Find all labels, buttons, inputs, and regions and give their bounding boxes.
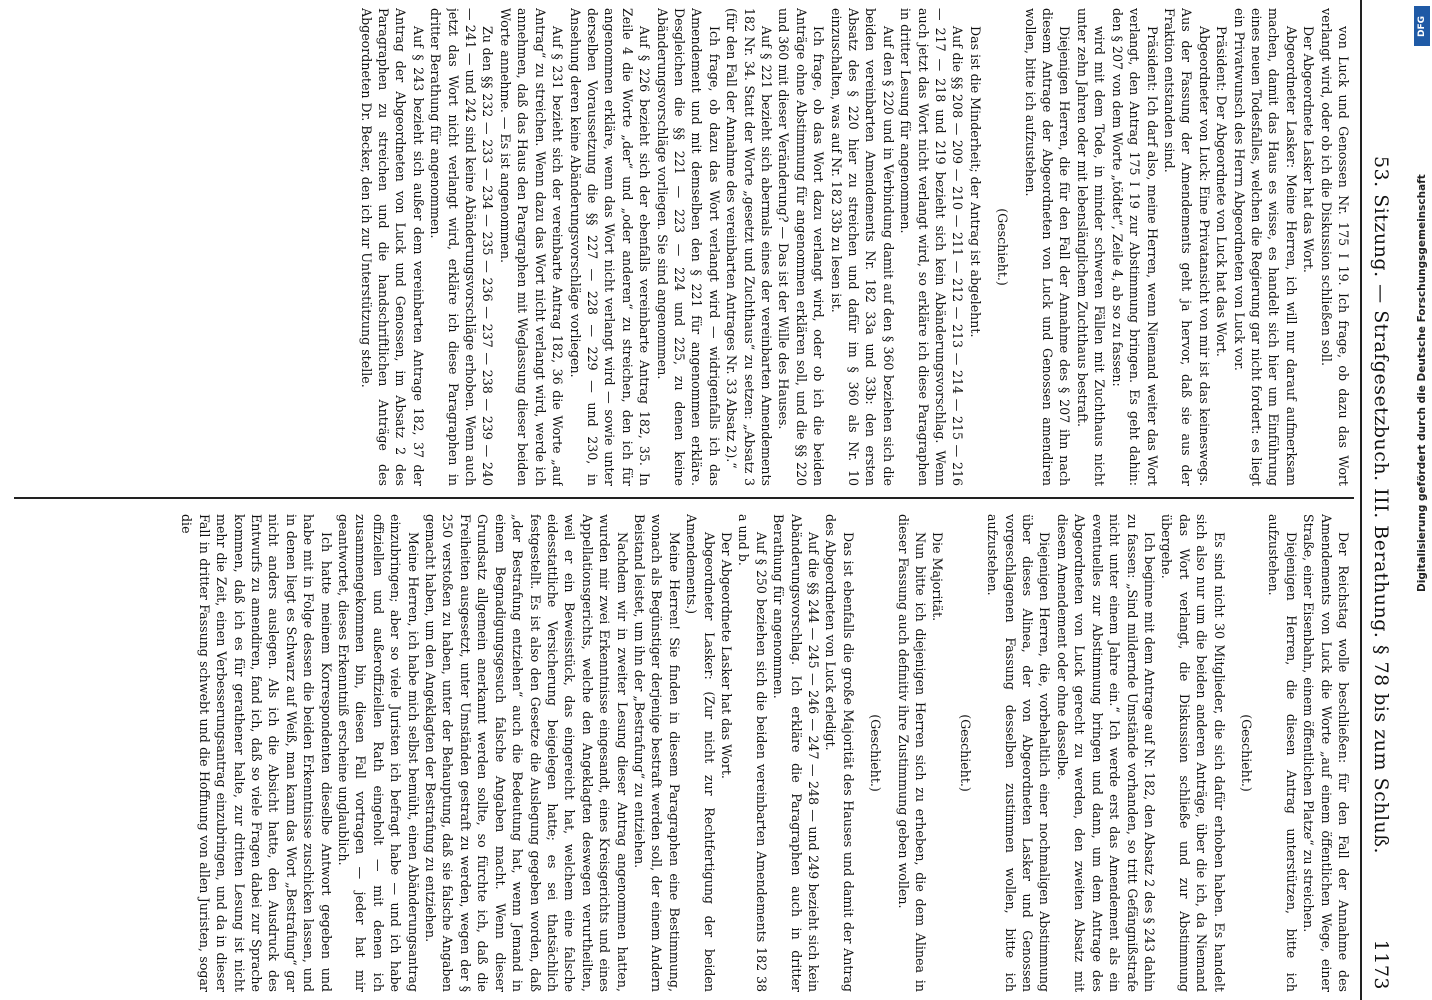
paragraph: Es sind nicht 30 Mitglieder, die sich dafür erhoben haben. Es handelt sich also nur um die beiden anderen Anträge, über die ich, da Niemand das Wort verlangt, die Diskussion schließe und zur Abstimmung übergehe. bbox=[1159, 514, 1227, 992]
paragraph: Auf die §§ 244 — 245 — 246 — 247 — 248 — und 249 bezieht sich kein Abänderungsvorschlag. Ich erkläre die Paragraphen auch in dritter Berathung für angenommen. bbox=[771, 514, 822, 992]
paragraph: Auf § 231 bezieht sich der vereinbarte Antrag 182, 36 die Worte „auf Antrag“ zu streichen. Wenn dazu das Wort nicht verlangt wird, werde ich annehmen, daß das Haus den Paragraphen mit Weglassung dieser beiden Worte annehme. — Es ist angenommen. bbox=[497, 8, 566, 486]
paragraph: Der Reichstag wolle beschließen: für den Fall der Annahme des Amendements von Luck die Worte „auf einem öffentlichen Wege, einer Straße, einer Eisenbahn, einem öffentlichen Platze“ zu streichen. bbox=[1301, 514, 1351, 992]
paragraph: Auf § 243 bezieht sich außer dem vereinbarten Antrage 182, 37 der Antrag der Abgeordneten von Luck und Genossen, im Absatz 2 des Paragraphen zu streichen und die handschriftlichen Anträge des Abgeordneten Dr. Becker, den ich zur Unterstützung stelle. bbox=[358, 8, 426, 486]
paragraph: Meine Herren! Sie finden in diesem Paragraphen eine Bestimmung, wonach als Begünstiger derjenige bestraft werden soll, der einem Andern Beistand leistet, um ihn der „Bestrafung“ zu entziehen. bbox=[631, 514, 682, 992]
paragraph: von Luck und Genossen Nr. 175 I 19. Ich frage, ob dazu das Wort verlangt wird, oder ob ich die Diskussion schließen soll. bbox=[1318, 8, 1351, 486]
paragraph: Auf den § 220 und in Verbindung damit auf den § 360 beziehen sich die beiden vereinbarten Amendements Nr. 182 33a und 33b: den ersten Absatz des § 220 hier zu streichen und dafür im § 360 als Nr. 10 einzuschalten, was auf Nr. 182 33b zu lesen ist. bbox=[828, 8, 896, 486]
paragraph: Die Majorität. bbox=[930, 532, 946, 622]
paragraph: Meine Herren, ich habe mich selbst bemüht, einen Abänderungsantrag einzubringen; aber so viele Juristen ich befragt habe — und ich habe offiziellen und außeroffiziellen Rath eingeholt — mit denen ich zusammengekommen bin, diesen Fall vortragen — jeder hat mir geantwortet, dieses Erkenntniß erscheine unglaublich. bbox=[336, 514, 421, 992]
digitization-credit: Digitalisierung gefördert durch die Deutsche Forschungsgemeinschaft bbox=[1416, 174, 1428, 592]
paragraph: Ich frage, ob dazu das Wort verlangt wird — widrigenfalls ich das Amendement und mit demselben den § 221 für angenommen erkläre. Desgleichen die §§ 221 — 223 — 224 und 225, zu denen keine Abänderungsvorschläge vorliegen. Sie sind angenommen. bbox=[654, 8, 722, 486]
column-divider bbox=[14, 497, 1354, 499]
paragraph: Zu den §§ 232 — 233 — 234 — 235 — 236 — 237 — 238 — 239 — 240 — 241 — und 242 sind keine Abänderungsvorschläge erhoben. Wenn auch jetzt das Wort nicht verlangt wird, erkläre ich diese Paragraphen in dritter Berathung für angenommen. bbox=[428, 8, 496, 486]
page-header bbox=[1358, 10, 1398, 990]
paragraph: Präsident: Der Abgeordnete von Luck hat das Wort. bbox=[1214, 26, 1230, 357]
running-title: 53. Sitzung. — Strafgesetzbuch. III. Berathung. § 78 bis zum Schluß. bbox=[1370, 155, 1392, 855]
paragraph: Der Abgeordnete Lasker hat das Wort. bbox=[1301, 26, 1317, 273]
stage-direction: (Geschieht.) bbox=[995, 208, 1011, 286]
left-column bbox=[22, 8, 1352, 486]
paragraph: Ich frage, ob das Wort dazu verlangt wird, oder ob ich die beiden Anträge ohne Abstimmung für angenommen erklären soll, und die §§ 220 und 360 mit dieser Veränderung? — Das ist der Wille des Hauses. bbox=[776, 8, 827, 486]
header-rule bbox=[1360, 0, 1362, 1000]
paragraph: Diejenigen Herren, die für den Fall der Annahme des § 207 ihn nach diesem Antrage der Abgeordneten von Luck und Genossen amendiren wollen, bitte ich aufzustehen. bbox=[1022, 8, 1073, 486]
paragraph: Diejenigen Herren, die diesen Antrag unterstützen, bitte ich aufzustehen. bbox=[1266, 514, 1299, 992]
paragraph: Nun bitte ich diejenigen Herren sich zu erheben, die dem Alinea in dieser Fassung auch definitiv ihre Zustimmung geben wollen. bbox=[895, 514, 929, 992]
paragraph: Auf § 250 beziehen sich die beiden vereinbarten Amendements 182 38 a und b. bbox=[736, 514, 769, 992]
paragraph: Auf § 221 bezieht sich abermals eines der vereinbarten Amendements 182 Nr. 34. Statt der Worte „gesetzt und Zuchthaus“ zu setzen: „Absatz 3 (für den Fall der Annahme des vereinbarten Antrages Nr. 33 Absatz 2).“ bbox=[724, 8, 774, 486]
paragraph: Abgeordneter Lasker: Meine Herren, ich will nur darauf aufmerksam machen, damit das Haus es wisse, es handelt sich hier um Einführung eines neuen Todesfalles, welchen die Regierung gar nicht fordert: es liegt ein Privatwunsch des Herrn Abgeordneten von Luck vor. bbox=[1231, 8, 1299, 486]
stage-direction: (Geschieht.) bbox=[1238, 714, 1254, 792]
paragraph: Abgeordneter von Luck: Eine Privatansicht von mir ist das keineswegs. Aus der Fassung der Amendements geht ja hervor, daß sie aus der Fraktion entstanden sind. bbox=[1161, 8, 1212, 486]
paragraph: Auf § 226 bezieht sich der ebenfalls vereinbarte Antrag 182, 35. In Zeile 4 die Worte „der“ und „oder anderen“ zu streichen, den ich für angenommen erkläre, wenn das Wort nicht verlangt wird — sowie unter derselben Voraussetzung die §§ 227 — 228 — 229 — und 230, in Ansehung deren keine Abänderungsvorschläge vorliegen. bbox=[567, 8, 653, 486]
paragraph: Auf die §§ 208 — 209 — 210 — 211 — 212 — 213 — 214 — 215 — 216 — 217 — 218 und 219 bezieht sich kein Abänderungsvorschlag. Wenn auch jetzt das Wort nicht verlangt wird, so erkläre ich diese Paragraphen in dritter Lesung für angenommen. bbox=[898, 8, 966, 486]
paragraph: Der Abgeordnete Lasker hat das Wort. bbox=[719, 532, 734, 779]
paragraph: Nachdem wir in zweiter Lesung dieser Antrag angenommen hatten, wurden mir zwei Erkenntnisse eingesandt, eines Kreisgerichts und eines Appellationsgerichts, welche den Angeklagten deswegen verurtheilten, weil er ein Beweisstück, das eingereicht hat, welchem eine falsche eidesstattliche Versicherung beigelegen hatte; es sei thatsächlich festgestellt. Es ist also den Gesetze die Auslegung gegeben worden, daß „der Bestrafung entziehen“ auch die Bedeutung hat, wenn Jemand in einem Begnadigungsgesuch falsche Angaben macht. Wenn dieser Grundsatz allgemein anerkannt werden sollte, so fürchte ich, daß die Freiheiten ausgesetzt, unter Umständen gestraft zu werden, wegen der § 250 verstoßen zu haben, unter der Behauptung, daß sie falsche Angaben gemacht haben, um den Angeklagten der Bestrafung zu entziehen. bbox=[423, 514, 630, 992]
right-column bbox=[22, 514, 1352, 992]
page-number: 1173 bbox=[1370, 939, 1392, 990]
paragraph: Abgeordneter Lasker: (Zur nicht zur Rechtfertigung der beiden Amendements.) bbox=[684, 514, 717, 992]
paragraph: Ich hatte meinem Korrespondenten dieselbe Antwort gegeben und habe mit in Folge dessen die beiden Erkenntnisse zuschicken lassen, und in denen liegt es Schwarz auf Weiß, man kann das Wort „Bestrafung“ gar nicht anders auslegen. Als ich die Absicht hatte, den Ausdruck des Entwurfs zu amendiren, fand ich, daß so viele Fragen dabei zur Sprache kommen, daß ich es für gerathener halte, zur dritten Lesung ist nicht mehr die Zeit, einen Verbesserungsantrag einzubringen, und da in dieser Fall in dritter Fassung schwebt und die Hoffnung von allen Juristen, sogar die bbox=[179, 514, 334, 992]
paragraph: wird mit dem Tode, in minder schweren Fällen mit Zuchthaus nicht unter zehn Jahren oder mit lebenslänglichem Zuchthaus bestraft. bbox=[1074, 8, 1108, 486]
stage-direction: (Geschieht.) bbox=[957, 714, 973, 792]
paragraph: Diejenigen Herren, die, vorbehaltlich einer nochmaligen Abstimmung über dieses Alinea, der von Abgeordneten Lasker und Genossen vorgeschlagenen Fassung desselben zustimmen wollen, bitte ich aufzustehen. bbox=[985, 514, 1053, 992]
paragraph: Präsident: Ich darf also, meine Herren, wenn Niemand weiter das Wort verlangt, den Antrag 175 I 19 zur Abstimmung bringen. Es geht dahin: den § 207 von dem Worte „tödtet“, Zeile 4, ab so zu fassen: bbox=[1109, 8, 1160, 486]
stage-direction: (Geschieht.) bbox=[868, 714, 884, 792]
paragraph: Das ist die Minderheit; der Antrag ist abgelehnt. bbox=[967, 26, 983, 338]
paragraph: Ich beginne mit dem Antrage auf Nr. 182, den Absatz 2 des § 243 dahin zu fassen: „Sind mildernde Umstände vorhanden, so tritt Gefängnißstrafe nicht unter einem Jahre ein.“ Ich werde erst das Amendement als ein eventuelles zur Abstimmung bringen und dann, um dem Antrage des Abgeordneten von Luck gerecht zu werden, den zweiten Absatz mit diesem Amendement oder ohne dasselbe. bbox=[1054, 514, 1157, 992]
dfg-logo: DFG bbox=[1414, 6, 1430, 46]
paragraph: Das ist ebenfalls die große Majorität des Hauses und damit der Antrag des Abgeordneten von Luck erledigt. bbox=[823, 514, 856, 992]
